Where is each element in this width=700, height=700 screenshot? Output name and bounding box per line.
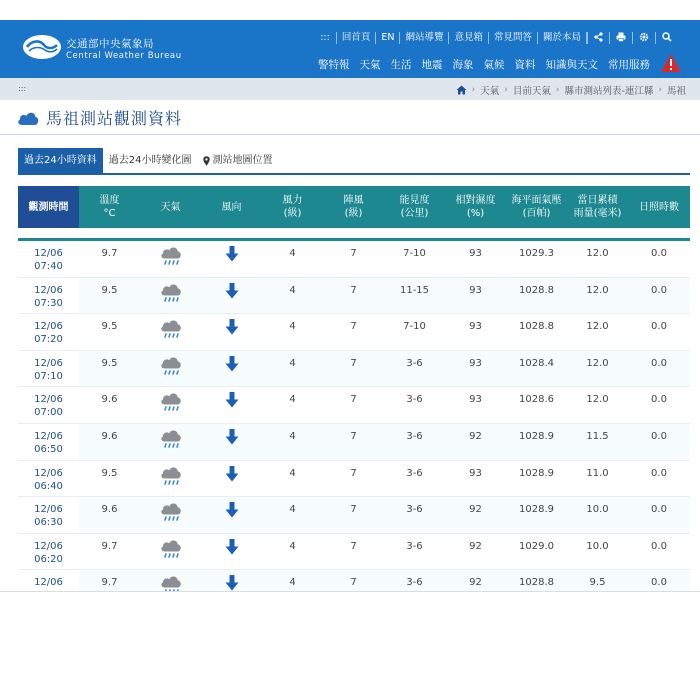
- cell-wind-force: 4: [262, 497, 323, 533]
- main-nav: [308, 57, 650, 72]
- cell-visibility: 3-6: [384, 387, 445, 423]
- cell-pressure: 1028.8: [506, 314, 567, 350]
- down-arrow-icon: [225, 575, 239, 591]
- cell-sunshine: 0.0: [628, 461, 690, 497]
- cell-pressure: 1028.6: [506, 387, 567, 423]
- cell-humidity: 93: [445, 461, 506, 497]
- cell-humidity: 92: [445, 534, 506, 570]
- down-arrow-icon: [225, 356, 239, 375]
- title-divider: [0, 134, 700, 135]
- cell-time: 12/06 06:40: [18, 461, 79, 497]
- cell-wind-direction: [201, 534, 262, 570]
- share-icon[interactable]: [587, 32, 609, 44]
- cell-gust: 7: [323, 534, 384, 570]
- table-row: [18, 241, 690, 278]
- cell-visibility: 11-15: [384, 278, 445, 314]
- cell-visibility: 3-6: [384, 570, 445, 591]
- tab-station-map-label: 測站地圖位置: [212, 155, 273, 166]
- table-row: [18, 534, 690, 571]
- cell-pressure: 1029.0: [506, 534, 567, 570]
- down-arrow-icon: [225, 392, 239, 411]
- th-observation-time[interactable]: 觀測時間: [18, 186, 79, 228]
- cell-wind-force: 4: [262, 278, 323, 314]
- cell-temperature: 9.6: [79, 424, 140, 460]
- nav-services[interactable]: 常用服務: [608, 59, 650, 71]
- cell-wind-force: 4: [262, 351, 323, 387]
- cell-visibility: 3-6: [384, 424, 445, 460]
- cell-temperature: 9.5: [79, 278, 140, 314]
- top-links: [315, 32, 678, 44]
- breadcrumb-menu-dots[interactable]: :::: [18, 84, 27, 93]
- cell-sunshine: 0.0: [628, 351, 690, 387]
- nav-data[interactable]: 資料: [514, 59, 536, 71]
- cell-rainfall: 11.0: [567, 461, 628, 497]
- cell-weather: [140, 351, 201, 387]
- cell-time: 12/06 07:10: [18, 351, 79, 387]
- th-sunshine: 日照時數: [639, 201, 679, 213]
- cell-wind-direction: [201, 497, 262, 533]
- rain-cloud-icon: [159, 391, 183, 416]
- cell-wind-force: 4: [262, 461, 323, 497]
- rain-cloud-icon: [159, 318, 183, 343]
- cell-gust: 7: [323, 570, 384, 591]
- cell-wind-force: 4: [262, 241, 323, 277]
- cell-temperature: 9.7: [79, 534, 140, 570]
- cell-sunshine: 0.0: [628, 534, 690, 570]
- search-icon[interactable]: [655, 32, 678, 44]
- cell-wind-force: 4: [262, 314, 323, 350]
- cell-wind-force: 4: [262, 387, 323, 423]
- nav-knowledge-astronomy[interactable]: 知識與天文: [545, 59, 598, 71]
- cell-time: 12/06 06:30: [18, 497, 79, 533]
- cell-wind-direction: [201, 351, 262, 387]
- cell-weather: [140, 497, 201, 533]
- breadcrumb-bar: [0, 78, 700, 100]
- cell-pressure: 1028.8: [506, 278, 567, 314]
- rain-cloud-icon: [159, 465, 183, 490]
- down-arrow-icon: [225, 283, 239, 302]
- cell-time: 12/06 07:00: [18, 387, 79, 423]
- nav-earthquake[interactable]: 地震: [421, 59, 443, 71]
- cell-visibility: 7-10: [384, 241, 445, 277]
- nav-marine[interactable]: 海象: [452, 59, 474, 71]
- rain-cloud-icon: [159, 282, 183, 307]
- map-pin-icon: [203, 156, 210, 166]
- table-row: [18, 570, 690, 591]
- org-name-en: Central Weather Bureau: [66, 51, 182, 61]
- nav-weather[interactable]: 天氣: [359, 59, 381, 71]
- tab-underline: [18, 173, 690, 175]
- nav-life[interactable]: 生活: [390, 59, 412, 71]
- cell-visibility: 3-6: [384, 461, 445, 497]
- cell-sunshine: 0.0: [628, 497, 690, 533]
- cell-rainfall: 12.0: [567, 241, 628, 277]
- cell-temperature: 9.6: [79, 497, 140, 533]
- cell-rainfall: 12.0: [567, 278, 628, 314]
- cell-humidity: 93: [445, 351, 506, 387]
- cell-weather: [140, 424, 201, 460]
- th-visibility: 能見度 (公里): [399, 195, 430, 219]
- tab-station-map[interactable]: [197, 148, 278, 173]
- cell-gust: 7: [323, 461, 384, 497]
- rain-cloud-icon: [159, 355, 183, 380]
- cell-weather: [140, 461, 201, 497]
- cell-gust: 7: [323, 424, 384, 460]
- cell-time: 12/06 07:30: [18, 278, 79, 314]
- cell-temperature: 9.7: [79, 241, 140, 277]
- rain-cloud-icon: [159, 245, 183, 270]
- chevron-right-icon: ›: [504, 85, 508, 95]
- cell-wind-direction: [201, 570, 262, 591]
- cell-gust: 7: [323, 387, 384, 423]
- th-temperature: 溫度 °C: [99, 195, 120, 219]
- cell-weather: [140, 314, 201, 350]
- cell-humidity: 92: [445, 497, 506, 533]
- top-link-en[interactable]: EN: [376, 32, 400, 44]
- cell-wind-direction: [201, 387, 262, 423]
- cell-rainfall: 10.0: [567, 497, 628, 533]
- tab-bar: [18, 148, 278, 173]
- content-bottom-border: [0, 591, 700, 592]
- nav-warnings[interactable]: 警特報: [318, 59, 350, 71]
- breadcrumb-station-list[interactable]: 縣市測站列表-連江縣: [564, 86, 654, 97]
- breadcrumb: [456, 83, 686, 97]
- chevron-right-icon: ›: [471, 85, 476, 95]
- down-arrow-icon: [225, 319, 239, 338]
- cwb-logo-icon[interactable]: [22, 34, 62, 60]
- th-wind-force: 風力 (級): [282, 195, 303, 219]
- cell-pressure: 1028.9: [506, 424, 567, 460]
- top-link-faq[interactable]: 常見問答: [489, 32, 538, 44]
- cell-visibility: 7-10: [384, 314, 445, 350]
- cell-wind-force: 4: [262, 570, 323, 591]
- th-gust: 陣風 (級): [343, 195, 364, 219]
- rain-cloud-icon: [159, 574, 183, 591]
- cell-sunshine: 0.0: [628, 570, 690, 591]
- cell-gust: 7: [323, 241, 384, 277]
- cell-temperature: 9.5: [79, 461, 140, 497]
- rain-cloud-icon: [159, 501, 183, 526]
- cell-wind-direction: [201, 241, 262, 277]
- warning-icon[interactable]: [660, 53, 682, 73]
- cell-time: 12/06 06:50: [18, 424, 79, 460]
- cell-sunshine: 0.0: [628, 278, 690, 314]
- cell-humidity: 93: [445, 241, 506, 277]
- cell-rainfall: 11.5: [567, 424, 628, 460]
- cell-humidity: 93: [445, 314, 506, 350]
- cell-humidity: 92: [445, 570, 506, 591]
- down-arrow-icon: [225, 246, 239, 265]
- cell-rainfall: 10.0: [567, 534, 628, 570]
- home-icon[interactable]: [456, 85, 467, 95]
- breadcrumb-current-weather[interactable]: 目前天氣: [512, 86, 551, 97]
- cell-temperature: 9.5: [79, 351, 140, 387]
- th-wind-direction: 風向: [221, 201, 242, 213]
- cell-gust: 7: [323, 497, 384, 533]
- cell-pressure: 1028.9: [506, 461, 567, 497]
- th-rainfall: 當日累積 雨量(毫米): [573, 195, 622, 219]
- table-body[interactable]: [18, 241, 690, 591]
- top-menu-dots[interactable]: :::: [320, 32, 330, 43]
- cell-visibility: 3-6: [384, 497, 445, 533]
- table-row: [18, 461, 690, 498]
- cell-sunshine: 0.0: [628, 387, 690, 423]
- cell-temperature: 9.6: [79, 387, 140, 423]
- cell-weather: [140, 241, 201, 277]
- cell-humidity: 93: [445, 278, 506, 314]
- breadcrumb-current-station: 馬祖: [666, 86, 686, 97]
- cell-rainfall: 9.5: [567, 570, 628, 591]
- cloud-icon: [16, 110, 40, 126]
- th-weather: 天氣: [160, 201, 181, 213]
- cell-time: 12/06: [18, 570, 79, 591]
- cell-wind-direction: [201, 461, 262, 497]
- top-link-home[interactable]: 回首頁: [336, 32, 377, 44]
- cell-weather: [140, 387, 201, 423]
- cell-gust: 7: [323, 351, 384, 387]
- rain-cloud-icon: [159, 428, 183, 453]
- rain-cloud-icon: [159, 538, 183, 563]
- th-humidity: 相對濕度 (%): [455, 195, 496, 219]
- chevron-right-icon: ›: [555, 85, 560, 95]
- tab-past-24h-chart[interactable]: 過去24小時變化圖: [108, 155, 192, 166]
- cell-sunshine: 0.0: [628, 241, 690, 277]
- cell-weather: [140, 278, 201, 314]
- cell-pressure: 1028.9: [506, 497, 567, 533]
- table-row: [18, 314, 690, 351]
- table-row: [18, 278, 690, 315]
- table-row: [18, 424, 690, 461]
- cell-pressure: 1028.4: [506, 351, 567, 387]
- cell-weather: [140, 570, 201, 591]
- cell-sunshine: 0.0: [628, 424, 690, 460]
- down-arrow-icon: [225, 466, 239, 485]
- cell-wind-force: 4: [262, 424, 323, 460]
- table-header: [18, 186, 690, 228]
- org-name[interactable]: [66, 38, 182, 62]
- down-arrow-icon: [225, 429, 239, 448]
- page-title: 馬祖測站觀測資料: [46, 109, 183, 128]
- cell-time: 12/06 07:40: [18, 241, 79, 277]
- cell-humidity: 92: [445, 424, 506, 460]
- cell-rainfall: 12.0: [567, 351, 628, 387]
- cell-wind-force: 4: [262, 534, 323, 570]
- top-link-about[interactable]: 關於本局: [538, 32, 587, 44]
- cell-time: 12/06 07:20: [18, 314, 79, 350]
- down-arrow-icon: [225, 539, 239, 558]
- site-header: [0, 20, 700, 78]
- down-arrow-icon: [225, 502, 239, 521]
- cell-time: 12/06 06:20: [18, 534, 79, 570]
- print-icon[interactable]: [609, 32, 632, 44]
- cell-temperature: 9.7: [79, 570, 140, 591]
- cell-rainfall: 12.0: [567, 314, 628, 350]
- top-link-sitemap[interactable]: 網站導覽: [400, 32, 449, 44]
- top-link-feedback[interactable]: 意見箱: [449, 32, 489, 44]
- cell-temperature: 9.5: [79, 314, 140, 350]
- cell-rainfall: 12.0: [567, 387, 628, 423]
- cell-wind-direction: [201, 278, 262, 314]
- tab-past-24h-data[interactable]: 過去24小時資料: [18, 148, 103, 173]
- table-row: [18, 351, 690, 388]
- cell-sunshine: 0.0: [628, 314, 690, 350]
- cell-gust: 7: [323, 314, 384, 350]
- gear-icon[interactable]: [632, 32, 655, 44]
- cell-pressure: 1028.8: [506, 570, 567, 591]
- nav-climate[interactable]: 氣候: [483, 59, 505, 71]
- cell-weather: [140, 534, 201, 570]
- cell-humidity: 93: [445, 387, 506, 423]
- cell-visibility: 3-6: [384, 534, 445, 570]
- cell-visibility: 3-6: [384, 351, 445, 387]
- th-pressure: 海平面氣壓 (百帕): [511, 195, 562, 219]
- chevron-right-icon: ›: [658, 85, 662, 95]
- table-row: [18, 497, 690, 534]
- breadcrumb-weather[interactable]: 天氣: [480, 86, 500, 97]
- cell-wind-direction: [201, 424, 262, 460]
- page-title-row: [16, 106, 182, 129]
- table-row: [18, 387, 690, 424]
- org-name-zh: 交通部中央氣象局: [66, 38, 154, 50]
- cell-wind-direction: [201, 314, 262, 350]
- cell-gust: 7: [323, 278, 384, 314]
- cell-pressure: 1029.3: [506, 241, 567, 277]
